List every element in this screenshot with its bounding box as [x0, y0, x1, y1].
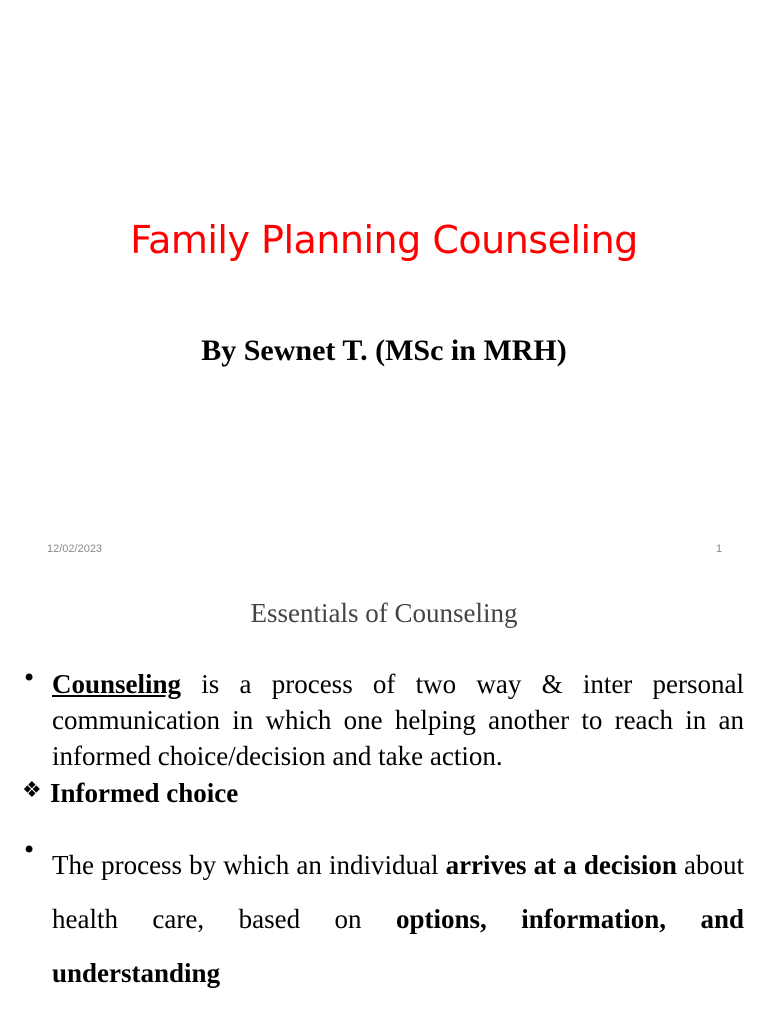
- slide-heading: Essentials of Counseling: [250, 598, 518, 628]
- slide-page-number: 1: [716, 543, 723, 555]
- text-part: about health care, based on: [52, 850, 744, 934]
- subheading-text: Informed choice: [50, 778, 239, 808]
- bullet-dot-icon: •: [22, 836, 37, 864]
- subheading-informed-choice: [22, 778, 744, 809]
- emphasis-text: arrives at a decision: [445, 850, 677, 880]
- bullet-counseling: [22, 666, 744, 774]
- slide-title: Family Planning Counseling: [130, 218, 638, 262]
- slide-author: By Sewnet T. (MSc in MRH): [201, 334, 567, 367]
- slide-date: 12/02/2023: [47, 543, 103, 555]
- emphasis-text: options, information, and understanding: [52, 904, 745, 988]
- term-counseling: Counseling: [52, 669, 182, 699]
- bullet-text: [52, 666, 744, 774]
- diamond-star-icon: ❖: [22, 778, 42, 803]
- bullet-dot-icon: •: [22, 664, 37, 692]
- bullet-text: [52, 838, 744, 1000]
- bullet-text-rest: is a process of two way & inter personal communication in which one helping another to reach in an informed choice/decision and take action.: [52, 669, 744, 771]
- bullet-process: [22, 838, 744, 1000]
- text-part: The process by which an individual: [52, 850, 446, 880]
- content-slide: [0, 576, 768, 1024]
